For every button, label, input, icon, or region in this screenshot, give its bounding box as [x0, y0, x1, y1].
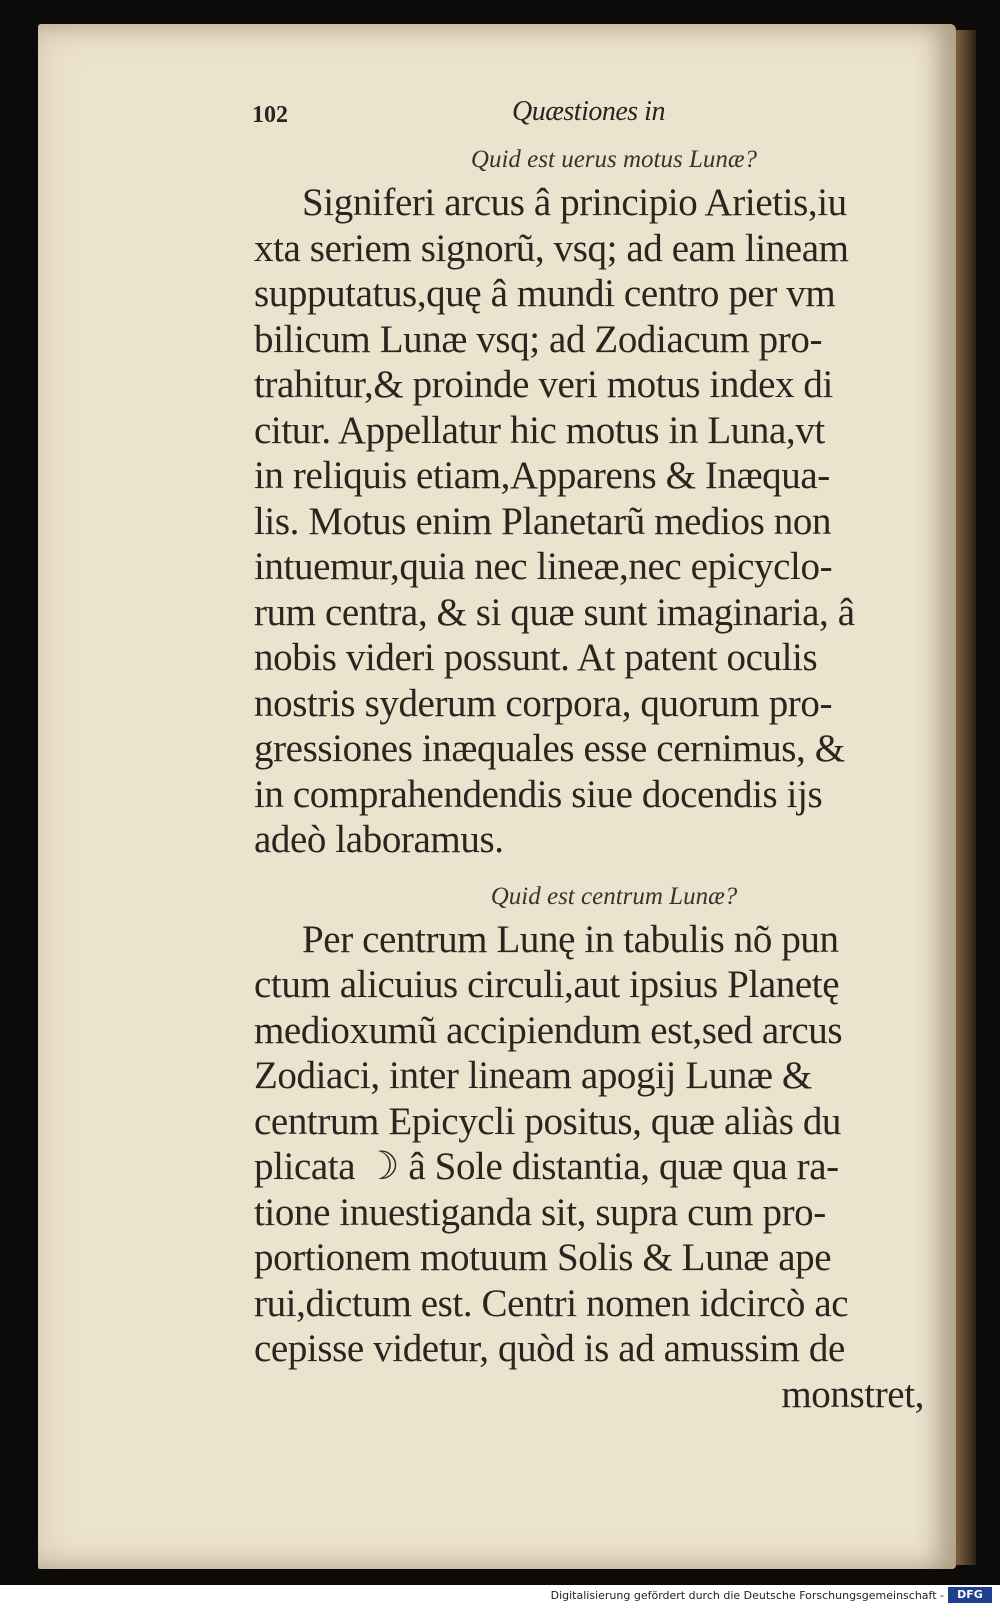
text-line: Per centrum Lunę in tabulis nõ pun [302, 917, 839, 961]
page-number: 102 [252, 102, 288, 128]
text-line: trahitur,& proinde veri motus index di [254, 363, 833, 406]
text-line: centrum Epicycli positus, quæ aliàs du [254, 1099, 842, 1143]
text-line: xta seriem signorũ, vsq; ad eam lineam [254, 226, 849, 270]
text-line: lis. Motus enim Planetarũ medios non [254, 499, 832, 543]
text-line: citur. Appellatur hic motus in Luna,vt [254, 408, 825, 452]
text-line: nostris syderum corpora, quorum pro- [254, 681, 833, 725]
catchword-line: monstret, [781, 1372, 924, 1416]
text-line: gressiones inæquales esse cernimus, & [254, 727, 845, 770]
text-line: plicata ☽ â Sole distantia, quæ qua ra- [254, 1145, 839, 1188]
page-header [252, 96, 772, 136]
section-heading-true-motion: Quid est uerus motus Lunæ? [470, 146, 758, 173]
dfg-logo-icon: DFG [948, 1587, 992, 1603]
text-line: in comprahendendis siue docendis ijs [254, 772, 823, 816]
text-line: adeò laboramus. [254, 818, 504, 861]
text-line: nobis videri possunt. At patent oculis [254, 636, 818, 679]
text-line: rui,dictum est. Centri nomen idcircò ac [254, 1281, 849, 1325]
text-line: bilicum Lunæ vsq; ad Zodiacum pro- [254, 317, 823, 361]
text-line: intuemur,quia nec lineæ,nec epicyclo- [254, 545, 833, 588]
text-line: ctum alicuius circuli,aut ipsius Planetę [254, 963, 840, 1006]
footer-bar [0, 1585, 1000, 1607]
section-heading-center: Quid est centrum Lunæ? [490, 882, 738, 910]
funding-notice: Digitalisierung gefördert durch die Deutsche Forschungsgemeinschaft - [550, 1589, 944, 1602]
page-body [254, 140, 934, 1417]
section-text-true-motion [254, 180, 934, 863]
text-line: Signiferi arcus â principio Arietis,iu [302, 181, 847, 224]
text-line: supputatus,quę â mundi centro per vm [254, 272, 836, 315]
text-line: Zodiaci, inter lineam apogij Lunæ & [254, 1054, 812, 1097]
running-head: Quæstiones in [512, 96, 665, 127]
text-line: tione inuestiganda sit, supra cum pro- [254, 1190, 826, 1234]
text-line: rum centra, & si quæ sunt imaginaria, â [254, 590, 855, 634]
text-line: portionem motuum Solis & Lunæ ape [254, 1236, 832, 1279]
section-text-center [254, 917, 934, 1418]
text-line: in reliquis etiam,Apparens & Inæqua- [254, 454, 830, 497]
text-line: medioxumũ accipiendum est,sed arcus [254, 1008, 843, 1052]
text-line: cepisse videtur, quòd is ad amussim de [254, 1327, 845, 1370]
